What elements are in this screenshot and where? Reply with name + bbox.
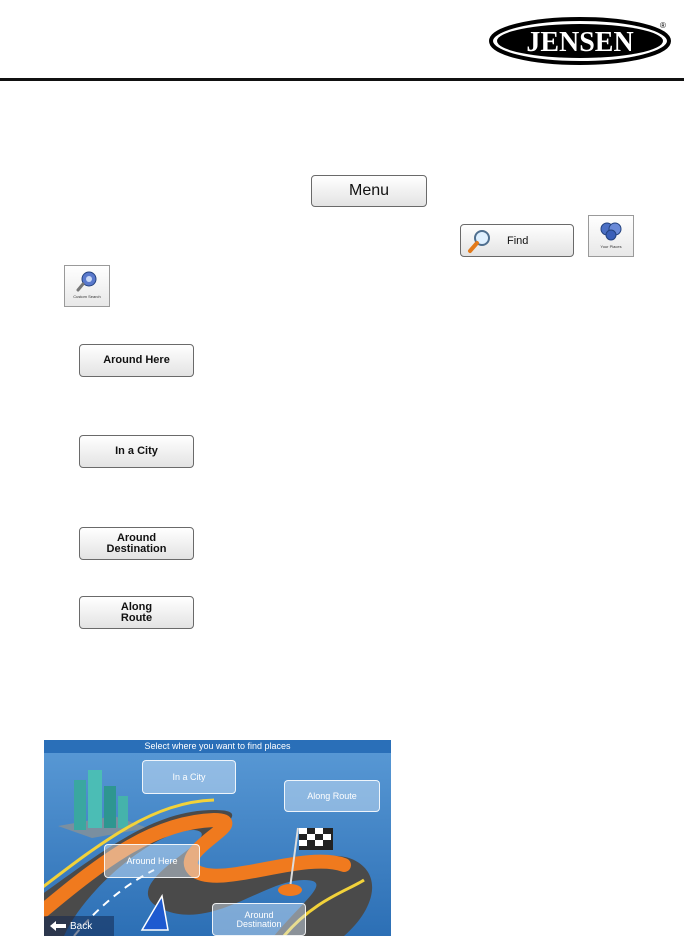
places-icon (598, 220, 624, 242)
back-arrow-icon (50, 921, 66, 931)
find-places-screenshot (44, 740, 391, 936)
menu-button-label: Menu (348, 182, 390, 199)
your-places-button[interactable] (588, 215, 634, 257)
find-button-label: Find (507, 234, 529, 247)
along-route-button[interactable] (79, 596, 194, 629)
in-a-city-button[interactable] (79, 435, 194, 468)
screen-in-a-city-label: In a City (172, 771, 206, 782)
screen-back-label: Back (70, 920, 93, 932)
header-rule (0, 78, 684, 81)
jensen-logo (488, 16, 672, 66)
along-route-label-line2: Route (120, 611, 153, 624)
around-destination-button[interactable] (79, 527, 194, 560)
find-button[interactable] (460, 224, 574, 257)
screen-along-route-button[interactable] (284, 780, 380, 812)
around-destination-label-line1: Around (116, 531, 157, 544)
custom-search-icon (74, 270, 100, 292)
custom-search-button[interactable] (64, 265, 110, 307)
screen-along-route-label: Along Route (307, 790, 357, 801)
screen-around-here-label: Around Here (126, 855, 178, 866)
your-places-caption: Your Places (600, 244, 622, 249)
around-here-label: Around Here (103, 354, 170, 366)
screen-around-here-button[interactable] (104, 844, 200, 878)
custom-search-caption: Custom Search (73, 294, 101, 299)
screen-around-destination-line2: Destination (236, 918, 282, 929)
around-destination-label-line2: Destination (106, 542, 167, 555)
in-a-city-label: In a City (115, 445, 158, 457)
screen-in-a-city-button[interactable] (142, 760, 236, 794)
registered-mark: ® (660, 21, 666, 30)
around-here-button[interactable] (79, 344, 194, 377)
screen-around-destination-line1: Around (244, 909, 274, 920)
logo-text: JENSEN (526, 27, 634, 58)
screen-back-button[interactable] (44, 916, 114, 936)
magnifier-icon (467, 228, 493, 254)
screen-header: Select where you want to find places (44, 740, 391, 753)
along-route-label-line1: Along (120, 600, 153, 613)
menu-button[interactable] (311, 175, 427, 207)
screen-around-destination-button[interactable] (212, 903, 306, 936)
